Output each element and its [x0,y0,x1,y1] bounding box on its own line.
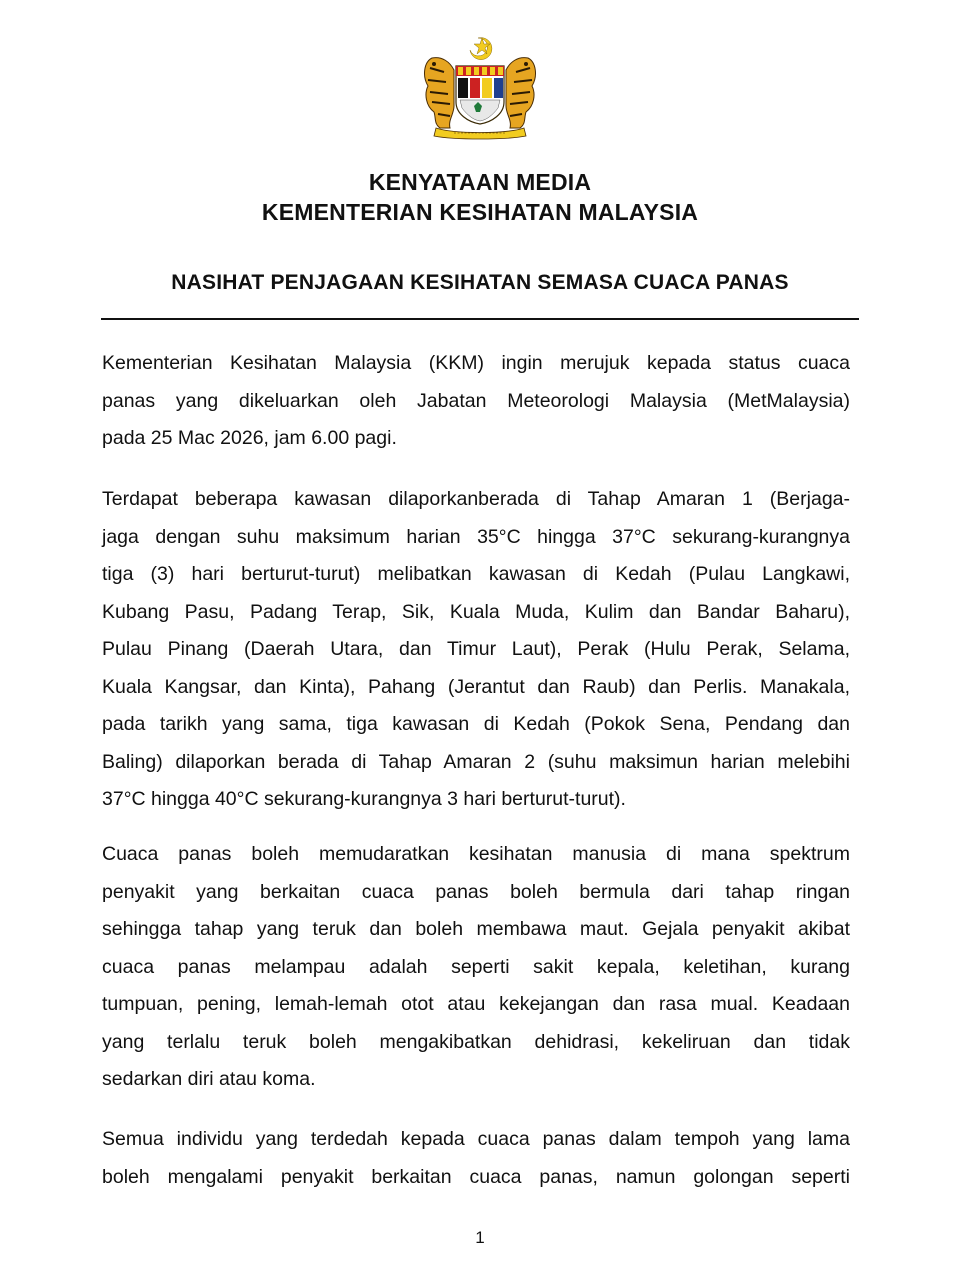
paragraph-line: Kubang Pasu, Padang Terap, Sik, Kuala Muda, Kulim dan Bandar Baharu), [102,600,850,623]
document-title-line1: KENYATAAN MEDIA [368,169,592,195]
title-underline [101,318,859,320]
paragraph-line: cuaca panas melampau adalah seperti sakit kepala, keletihan, kurang [102,955,850,978]
paragraph-line: Pulau Pinang (Daerah Utara, dan Timur Laut), Perak (Hulu Perak, Selama, [102,638,850,660]
page-number: 1 [475,1228,485,1247]
document-title-line2: KEMENTERIAN KESIHATAN MALAYSIA [261,199,699,225]
paragraph-line: Baling) dilaporkan berada di Tahap Amaran 2 (suhu maksimun harian melebihi [102,750,850,773]
paragraph-line: panas yang dikeluarkan oleh Jabatan Meteorologi Malaysia (MetMalaysia) [102,389,850,412]
paragraph-3 [102,836,850,1099]
paragraph-line: pada 25 Mac 2026, jam 6.00 pagi. [102,427,397,449]
document-subject: NASIHAT PENJAGAAN KESIHATAN SEMASA CUACA PANAS [171,271,789,294]
paragraph-2 [102,481,850,819]
paragraph-line: Kementerian Kesihatan Malaysia (KKM) ingin merujuk kepada status cuaca [102,352,850,374]
paragraph-line: sedarkan diri atau koma. [102,1068,316,1090]
paragraph-line: penyakit yang berkaitan cuaca panas boleh bermula dari tahap ringan [102,880,850,903]
paragraph-line: sehingga tahap yang teruk dan boleh membawa maut. Gejala penyakit akibat [102,918,850,940]
paragraph-line: jaga dengan suhu maksimum harian 35°C hingga 37°C sekurang-kurangnya [102,525,850,548]
paragraph-line: tumpuan, pening, lemah-lemah otot atau kekejangan dan rasa mual. Keadaan [102,993,850,1015]
paragraph-1 [102,345,850,458]
paragraph-line: tiga (3) hari berturut-turut) melibatkan kawasan di Kedah (Pulau Langkawi, [102,563,850,585]
paragraph-line: Semua individu yang terdedah kepada cuaca panas dalam tempoh yang lama [102,1128,850,1150]
paragraph-line: Kuala Kangsar, dan Kinta), Pahang (Jerantut dan Raub) dan Perlis. Manakala, [102,675,850,698]
paragraph-line: Terdapat beberapa kawasan dilaporkanberada di Tahap Amaran 1 (Berjaga- [102,488,850,510]
malaysia-coat-of-arms-icon [414,36,546,140]
paragraph-line: pada tarikh yang sama, tiga kawasan di Kedah (Pokok Sena, Pendang dan [102,713,850,735]
paragraph-line: yang terlalu teruk boleh mengakibatkan dehidrasi, kekeliruan dan tidak [102,1030,850,1053]
paragraph-line: 37°C hingga 40°C sekurang-kurangnya 3 hari berturut-turut). [102,788,626,810]
paragraph-line: Cuaca panas boleh memudaratkan kesihatan manusia di mana spektrum [102,843,850,865]
paragraph-4 [102,1121,850,1196]
paragraph-line: boleh mengalami penyakit berkaitan cuaca panas, namun golongan seperti [102,1165,850,1188]
